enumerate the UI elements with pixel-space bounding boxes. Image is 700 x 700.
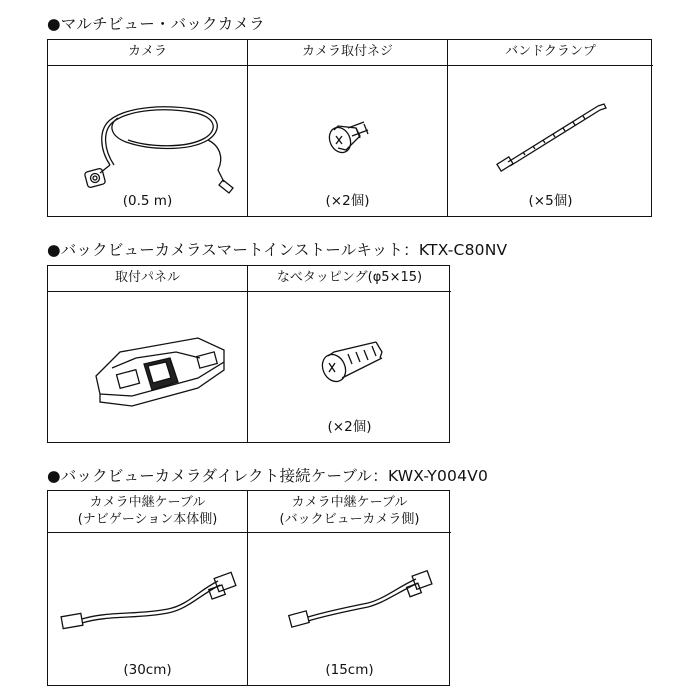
relay-cable-icon xyxy=(48,551,248,641)
mount-panel-icon xyxy=(48,298,248,438)
part-name: カメラ xyxy=(48,40,247,66)
part-name: 取付パネル xyxy=(48,266,247,292)
parts-table-multiview-camera xyxy=(47,39,652,217)
part-caption: (×2個) xyxy=(327,419,372,435)
part-cell-band-clamp xyxy=(448,40,653,216)
part-cell-tapping-screw xyxy=(248,266,451,442)
parts-table-smart-install-kit xyxy=(47,265,450,443)
parts-table-direct-cable xyxy=(47,490,450,686)
part-name xyxy=(48,491,247,533)
band-clamp-icon xyxy=(448,80,653,190)
part-name-line2: (バックビューカメラ側) xyxy=(279,512,420,527)
part-cell-mount-panel xyxy=(48,266,248,442)
part-cell-camera-screw xyxy=(248,40,448,216)
part-name xyxy=(248,491,451,533)
part-name-line1: カメラ中継ケーブル xyxy=(89,495,206,510)
part-caption: (0.5 m) xyxy=(122,193,173,209)
relay-cable-icon xyxy=(248,551,451,641)
part-cell-relay-cable-navi xyxy=(48,491,248,685)
tapping-screw-icon xyxy=(248,308,451,418)
part-caption: (×2個) xyxy=(325,193,370,209)
part-caption: (15cm) xyxy=(325,662,374,678)
section-title-smart-install-kit: ●バックビューカメラスマートインストールキット：KTX-C80NV xyxy=(47,241,508,259)
part-name: なべタッピング(φ5×15) xyxy=(248,266,451,292)
section-title-direct-cable: ●バックビューカメラダイレクト接続ケーブル：KWX-Y004V0 xyxy=(47,467,489,485)
part-caption: (30cm) xyxy=(123,662,172,678)
section-title-multiview-camera: ●マルチビュー・バックカメラ xyxy=(47,15,265,33)
part-name-line2: (ナビゲーション本体側) xyxy=(77,512,218,527)
part-name: バンドクランプ xyxy=(448,40,653,66)
camera-cable-icon xyxy=(48,70,248,200)
part-cell-camera xyxy=(48,40,248,216)
part-caption: (×5個) xyxy=(528,193,573,209)
screw-icon xyxy=(248,80,448,190)
part-name-line1: カメラ中継ケーブル xyxy=(291,495,408,510)
part-name: カメラ取付ネジ xyxy=(248,40,447,66)
part-cell-relay-cable-camera xyxy=(248,491,451,685)
